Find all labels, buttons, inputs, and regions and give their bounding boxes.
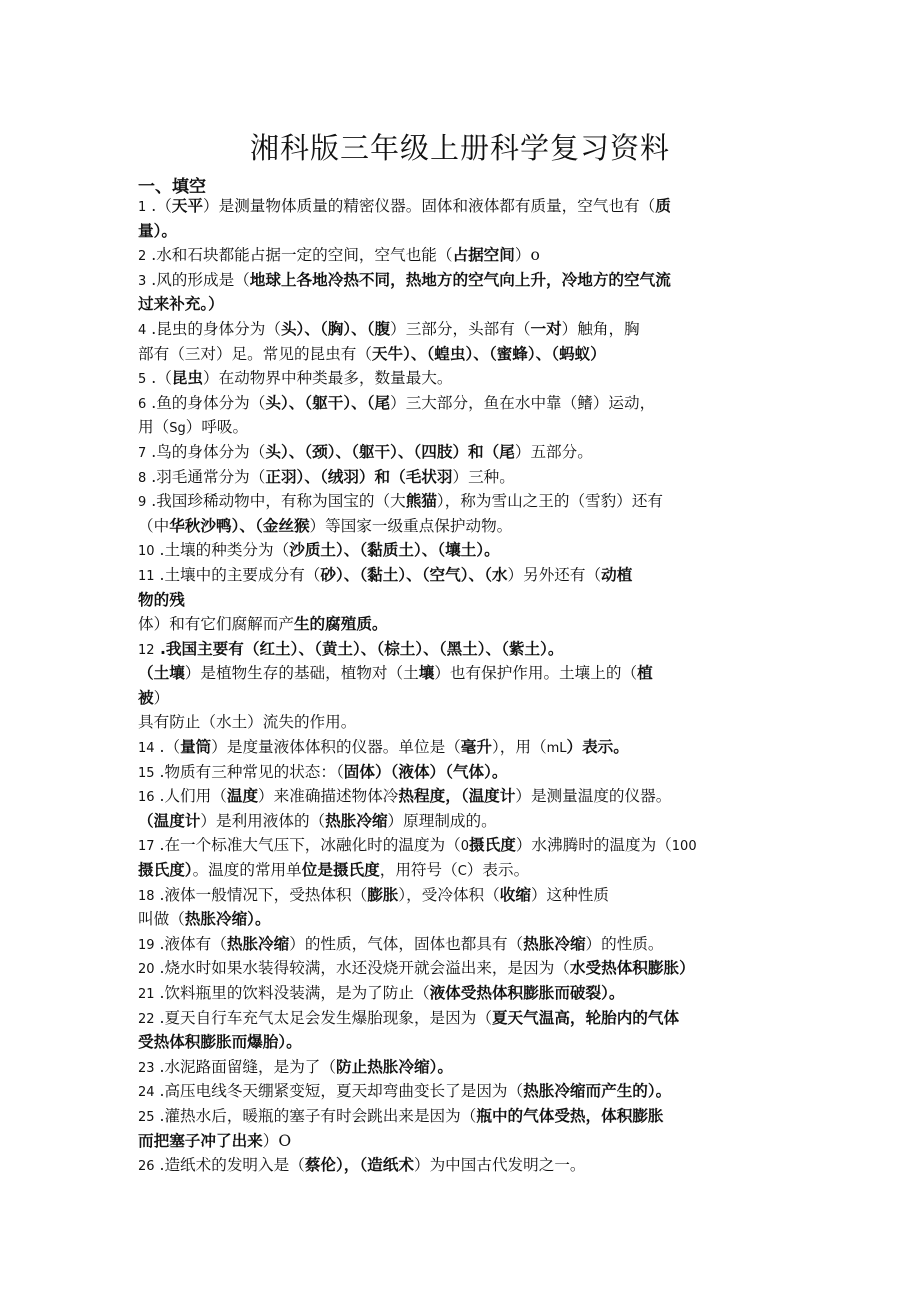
body-text: 20	[138, 962, 155, 978]
body-text: .土壤的种类分为（	[154, 541, 290, 560]
answer-text: .我国主要有（红土）、（黄土）、（棕土）、（黑土）、（紫土）。	[154, 639, 564, 658]
body-text: .（	[146, 369, 172, 388]
answer-text: 正羽）、（绒羽）和（毛状羽	[265, 467, 453, 486]
answer-text: 热胀冷缩	[325, 811, 388, 830]
body-text: 10	[138, 544, 155, 560]
fill-in-list	[138, 194, 798, 1178]
body-text: ）另外还有（	[507, 565, 602, 584]
answer-text: （温度计	[138, 811, 201, 830]
body-text: .高压电线冬天绷紧变短，夏天却弯曲变长了是因为（	[154, 1082, 524, 1101]
body-text: 100	[671, 839, 697, 855]
body-text: 7	[138, 445, 147, 461]
answer-text: 头）、（颈）、（躯干）、（四肢）和（尾	[265, 442, 515, 461]
text-line	[138, 415, 798, 440]
body-text: .灌热水后，暖瓶的塞子有时会跳出来是因为（	[154, 1106, 477, 1125]
body-text: ）为中国古代发明之一。	[413, 1156, 586, 1175]
body-text: .夏天自行车充气太足会发生爆胎现象，是因为（	[154, 1008, 492, 1027]
body-text: 22	[138, 1011, 155, 1027]
body-text: .液体有（	[154, 934, 227, 953]
body-text: ），受冷体积（	[398, 885, 500, 904]
body-text: 0	[460, 839, 470, 855]
answer-text: 被	[138, 688, 154, 707]
answer-text: 热胀冷缩	[226, 934, 290, 953]
answer-text: 动植	[601, 565, 633, 584]
body-text: ），用（	[491, 738, 547, 757]
answer-text: 位是摄氏度	[301, 861, 380, 880]
body-text: 部有（三对）足。常见的昆虫有（	[138, 344, 372, 363]
text-line	[138, 661, 798, 686]
text-line	[138, 735, 798, 760]
answer-text: 天平	[171, 197, 203, 215]
body-text: ）三种。	[452, 467, 515, 486]
answer-text: 摄氏度）	[138, 861, 193, 880]
answer-text: 而把塞子冲了出来	[138, 1131, 263, 1150]
text-line	[138, 440, 798, 465]
answer-text: 一对	[530, 319, 562, 338]
answer-text: 温度	[226, 787, 259, 806]
body-text: 14	[138, 741, 155, 757]
answer-text: 昆虫	[171, 369, 203, 388]
body-text: 24	[138, 1085, 155, 1101]
text-line	[138, 563, 798, 588]
text-line	[138, 1153, 798, 1178]
answer-text: 过来补充。）	[138, 295, 224, 314]
answer-text: 沙质土）、（黏质土）、（壤土）。	[289, 541, 500, 560]
answer-text: 蔡伦），（造纸术	[304, 1156, 414, 1175]
text-line	[138, 243, 798, 268]
body-text: 2	[138, 249, 147, 265]
body-text: ）五部分。	[514, 442, 593, 461]
answer-text: 熊猫	[405, 492, 437, 511]
body-text: ）的性质，气体，固体也都具有（	[289, 934, 524, 953]
answer-text: 摄氏度	[469, 836, 516, 855]
answer-text: 华秋沙鸭）、（金丝猴	[169, 516, 310, 535]
body-text: 5	[138, 372, 147, 388]
body-text: 8	[138, 470, 147, 486]
body-text: ）三部分，头部有（	[390, 319, 531, 338]
text-line	[138, 342, 798, 367]
text-line	[138, 317, 798, 342]
answer-text: （土壤	[138, 664, 185, 683]
answer-text: 量）。	[138, 221, 177, 240]
body-text: 16	[138, 790, 155, 806]
answer-text: 瓶中的气体受热，体积膨胀	[476, 1106, 664, 1125]
body-text: ，用符号（	[379, 861, 458, 880]
answer-text: 膨胀	[367, 885, 399, 904]
body-text: ）表示。	[466, 861, 530, 880]
text-line	[138, 907, 798, 932]
text-line	[138, 219, 798, 244]
document-title: 湘科版三年级上册科学复习资料	[249, 131, 670, 165]
text-line	[138, 1079, 798, 1104]
text-line	[138, 883, 798, 908]
text-line	[138, 932, 798, 957]
body-text: .物质有三种常见的状态：（	[154, 762, 344, 781]
text-line	[138, 366, 798, 391]
body-text: 叫做（	[138, 910, 185, 929]
answer-text: 地球上各地冷热不同，热地方的空气向上升，冷地方的空气流	[249, 270, 671, 289]
body-text: 21	[138, 987, 155, 1002]
body-text: 。温度的常用单	[192, 861, 302, 880]
body-text: ）水沸腾时的温度为（	[515, 836, 672, 855]
body-text: 6	[138, 396, 147, 412]
body-text: 19	[138, 937, 155, 953]
body-text: C	[457, 864, 467, 880]
body-text: ）等国家一级重点保护动物。	[309, 516, 513, 535]
body-text: 12	[138, 642, 155, 658]
body-text: .水泥路面留缝，是为了（	[154, 1057, 336, 1076]
body-text: ）是测量温度的仪器。	[515, 787, 672, 806]
body-text: .羽毛通常分为（	[146, 467, 266, 486]
answer-text: 壤	[418, 664, 435, 683]
body-text: mL	[546, 741, 567, 757]
answer-text: 占据空间	[452, 246, 515, 265]
body-text: .土壤中的主要成分有（	[154, 565, 321, 584]
body-text: （中	[138, 516, 170, 535]
answer-text: 夏天气温高，轮胎内的气体	[491, 1008, 680, 1027]
body-text: ）来准确描述物体冷	[258, 787, 399, 806]
answer-text: 收缩	[499, 885, 531, 904]
body-text: ）o	[514, 246, 540, 265]
body-text: 23	[138, 1060, 155, 1076]
answer-text: 量筒	[180, 738, 212, 757]
answer-text: 植	[637, 664, 653, 683]
body-text: .人们用（	[154, 787, 227, 806]
section-heading: 一、填空	[138, 177, 206, 197]
answer-text: 热胀冷缩而产生的）。	[523, 1082, 672, 1101]
answer-text: 砂）、（黏土）、（空气）、（水	[320, 565, 508, 584]
body-text: 9	[138, 495, 147, 511]
body-text: .水和石块都能占据一定的空间，空气也能（	[146, 246, 453, 265]
answer-text: 物的残	[138, 590, 185, 609]
answer-text: 天牛）、（蝗虫）、（蜜蜂）、（蚂蚁）	[371, 344, 606, 363]
body-text: ）触角，胸	[561, 319, 640, 338]
text-line	[138, 858, 798, 883]
body-text: .我国珍稀动物中，有称为国宝的（大	[146, 492, 406, 511]
body-text: 具有防止（水土）流失的作用。	[138, 713, 357, 732]
answer-text: 生的腐殖质。	[293, 615, 388, 634]
body-text: ）是植物生存的基础，植物对（土	[184, 664, 419, 683]
answer-text: 防止热胀冷缩）。	[336, 1057, 453, 1076]
body-text: .液体一般情况下，受热体积（	[154, 885, 368, 904]
text-line	[138, 1030, 798, 1055]
text-line	[138, 686, 798, 711]
body-text: .昆虫的身体分为（	[146, 319, 281, 338]
text-line	[138, 538, 798, 563]
answer-text: 热胀冷缩	[523, 934, 586, 953]
text-line	[138, 268, 798, 293]
body-text: .鸟的身体分为（	[146, 442, 266, 461]
body-text: .鱼的身体分为（	[146, 393, 266, 412]
body-text: 用（	[138, 418, 170, 437]
body-text: 18	[138, 888, 155, 904]
answer-text: 毫升	[460, 738, 492, 757]
text-line	[138, 760, 798, 785]
body-text: ）原理制成的。	[387, 811, 497, 830]
answer-text: 头）、（胸）、（腹	[280, 319, 391, 338]
answer-text: 质	[655, 197, 671, 215]
body-text: ）是测量物体质量的精密仪器。固体和液体都有质量，空气也有（	[203, 197, 656, 215]
text-line	[138, 833, 798, 858]
answer-text: 头）、（躯干）、（尾	[265, 393, 391, 412]
body-text: 15	[138, 765, 155, 781]
answer-text: 受热体积膨胀而爆胎）。	[138, 1033, 302, 1052]
text-line	[138, 194, 798, 219]
body-text: 1	[138, 200, 147, 215]
body-text: ）	[153, 688, 170, 707]
answer-text: 固体）（液体）（气体）。	[343, 762, 508, 781]
body-text: .饮料瓶里的饮料没装满，是为了防止（	[154, 984, 430, 1002]
text-line	[138, 292, 798, 317]
text-line	[138, 588, 798, 613]
body-text: 25	[138, 1109, 155, 1125]
body-text: ）的性质。	[585, 934, 664, 953]
body-text: 4	[138, 322, 147, 338]
text-line	[138, 1055, 798, 1080]
body-text: 17	[138, 839, 155, 855]
answer-text: 热程度，（温度计	[398, 787, 516, 806]
text-line	[138, 514, 798, 539]
text-line	[138, 1006, 798, 1031]
body-text: Sg	[169, 421, 186, 437]
text-line	[138, 809, 798, 834]
text-line	[138, 637, 798, 662]
text-line	[138, 981, 798, 1006]
text-line	[138, 1129, 798, 1154]
body-text: ）呼吸。	[185, 418, 249, 437]
body-text: 3	[138, 273, 147, 289]
body-text: .风的形成是（	[146, 270, 250, 289]
text-line	[138, 612, 798, 637]
answer-text: 液体受热体积膨胀而破裂）。	[429, 984, 625, 1002]
body-text: 11	[138, 568, 155, 584]
body-text: 26	[138, 1159, 155, 1175]
body-text: .（	[146, 197, 172, 215]
text-line	[138, 465, 798, 490]
body-text: ）在动物界中种类最多，数量最大。	[203, 369, 453, 388]
body-text: .造纸术的发明入是（	[154, 1156, 305, 1175]
body-text: ）是利用液体的（	[200, 811, 326, 830]
text-line	[138, 710, 798, 735]
text-line	[138, 489, 798, 514]
text-line	[138, 1104, 798, 1129]
body-text: .烧水时如果水装得较满，水还没烧开就会溢出来，是因为（	[154, 959, 570, 978]
text-line	[138, 956, 798, 981]
body-text: 体）和有它们腐解而产	[138, 615, 294, 634]
body-text: ）O	[262, 1131, 292, 1150]
answer-text: ）表示。	[566, 738, 629, 757]
text-line	[138, 391, 798, 416]
body-text: ）三大部分，鱼在水中靠（鳍）运动，	[390, 393, 656, 412]
body-text: ）这种性质	[530, 885, 609, 904]
body-text: ）是度量液体体积的仪器。单位是（	[211, 738, 461, 757]
body-text: ），称为雪山之王的（雪豹）还有	[436, 492, 664, 511]
answer-text: 水受热体积膨胀）	[569, 959, 695, 978]
body-text: .在一个标准大气压下，冰融化时的温度为（	[154, 836, 461, 855]
text-line	[138, 784, 798, 809]
answer-text: 热胀冷缩）。	[184, 910, 271, 929]
body-text: .（	[154, 738, 181, 757]
body-text: ）也有保护作用。土壤上的（	[434, 664, 638, 683]
